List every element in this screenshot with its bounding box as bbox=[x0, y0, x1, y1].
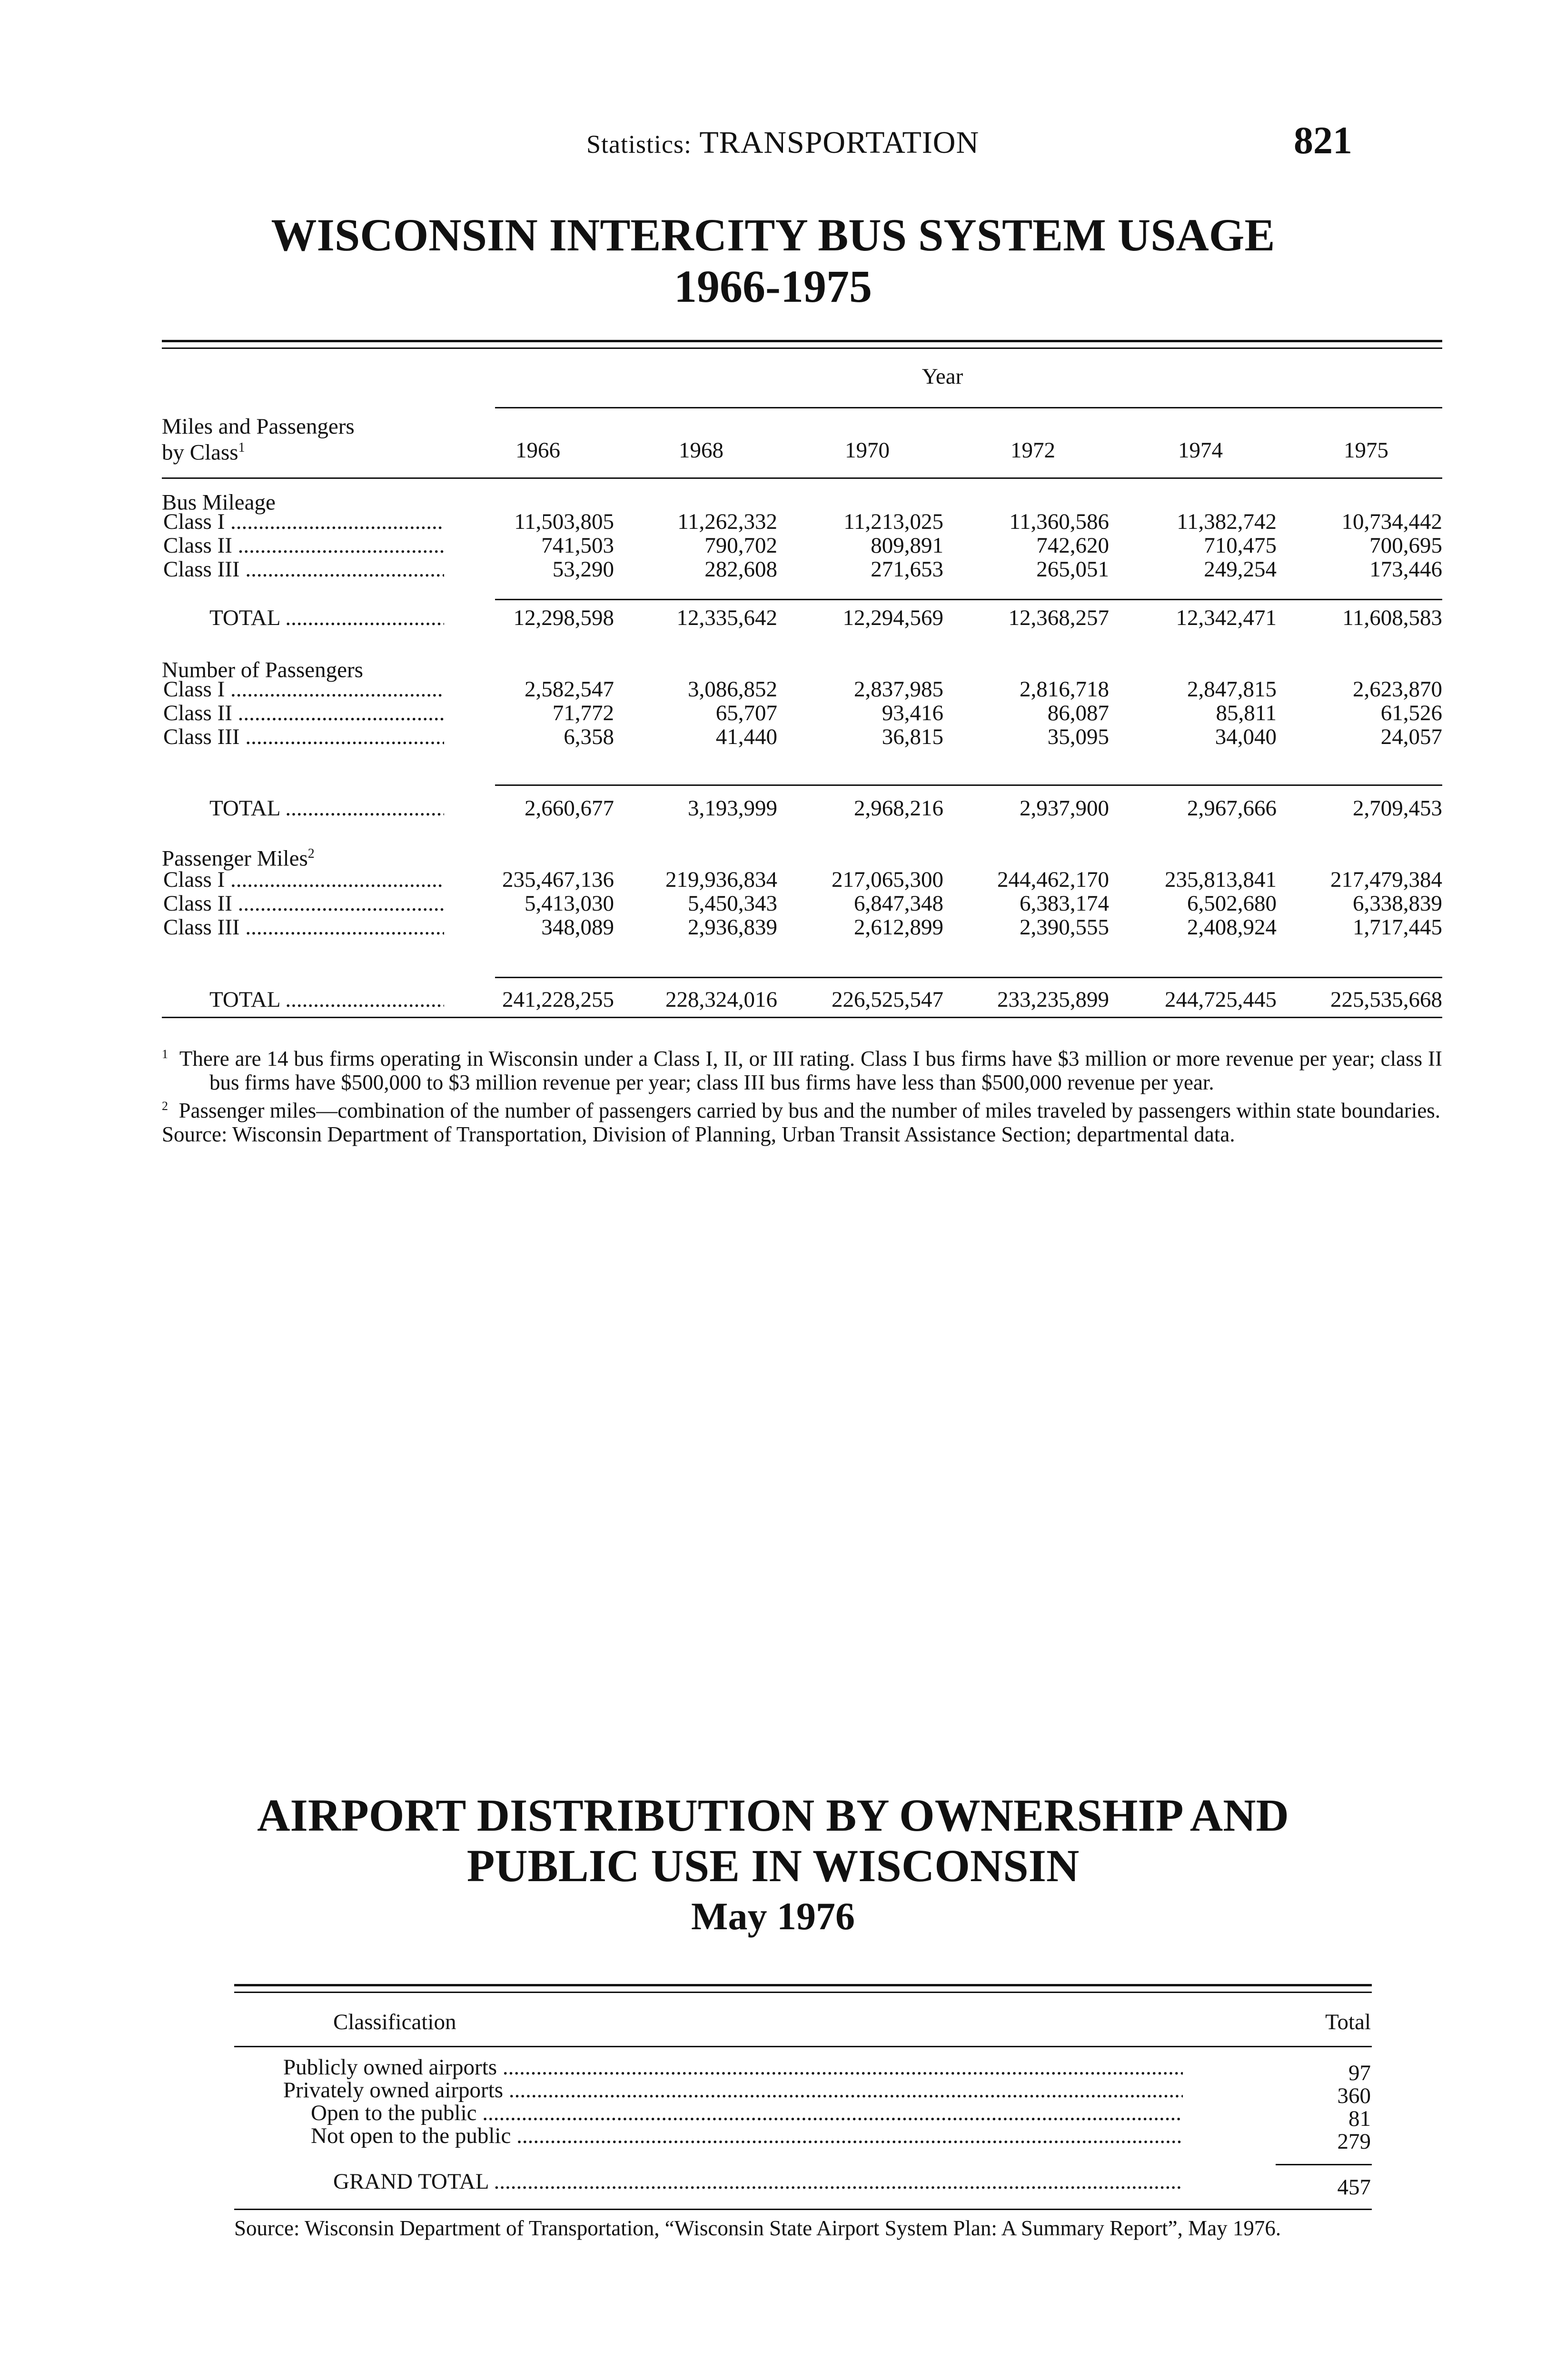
table-cell: 2,582,547 bbox=[525, 677, 614, 702]
table-cell: 2,847,815 bbox=[1187, 677, 1277, 702]
total-cell: 12,368,257 bbox=[1008, 605, 1109, 630]
total-cell: 12,294,569 bbox=[842, 605, 943, 630]
airport-row-label: Privately owned airports bbox=[283, 2078, 504, 2102]
year-header: 1975 bbox=[1344, 438, 1388, 463]
year-header: 1966 bbox=[515, 438, 560, 463]
total-cell: 226,525,547 bbox=[832, 987, 943, 1012]
table-cell: 34,040 bbox=[1215, 724, 1277, 749]
table-rule-top bbox=[162, 340, 1442, 342]
spanner-rule bbox=[495, 407, 1442, 408]
section-heading-text: Passenger Miles bbox=[162, 846, 308, 871]
table-cell: 173,446 bbox=[1369, 557, 1442, 582]
stub-header-footnote-mark: 1 bbox=[238, 440, 245, 455]
airport-source: Source: Wisconsin Department of Transportation, “Wisconsin State Airport System Plan: A Summary Report”, May 1976. bbox=[234, 2216, 1281, 2240]
airport-row-value: 81 bbox=[1348, 2106, 1371, 2131]
total-cell: 225,535,668 bbox=[1330, 987, 1442, 1012]
footnote-2 bbox=[162, 1094, 1442, 1122]
year-header: 1972 bbox=[1011, 438, 1055, 463]
total-cell: 233,235,899 bbox=[997, 987, 1109, 1012]
table-cell: 11,262,332 bbox=[677, 509, 777, 534]
section-heading bbox=[162, 842, 315, 871]
grand-total-value: 457 bbox=[1337, 2175, 1371, 2200]
table-cell: 2,390,555 bbox=[1020, 915, 1109, 940]
row-label-text: Class I bbox=[163, 509, 225, 534]
table-cell: 217,479,384 bbox=[1330, 867, 1442, 892]
table-cell: 6,847,348 bbox=[854, 891, 943, 916]
table-cell: 41,440 bbox=[715, 724, 777, 749]
table-cell: 71,772 bbox=[552, 701, 614, 725]
bus-table-subtitle: 1966-1975 bbox=[674, 261, 872, 312]
section-heading-text: Number of Passengers bbox=[162, 657, 363, 683]
airport-row-not-open bbox=[311, 2124, 1183, 2148]
total-label bbox=[209, 987, 444, 1012]
table-cell: 710,475 bbox=[1204, 533, 1277, 558]
year-header: 1974 bbox=[1178, 438, 1223, 463]
total-cell: 12,298,598 bbox=[513, 605, 614, 630]
table-cell: 10,734,442 bbox=[1341, 509, 1442, 534]
table-cell: 348,089 bbox=[541, 915, 614, 940]
airport-rule-bottom bbox=[234, 2209, 1372, 2210]
bus-footnotes bbox=[162, 1042, 1442, 1146]
table-cell: 93,416 bbox=[882, 701, 943, 725]
table-cell: 700,695 bbox=[1369, 533, 1442, 558]
table-cell: 61,526 bbox=[1380, 701, 1442, 725]
row-label bbox=[163, 867, 444, 892]
table-cell: 36,815 bbox=[882, 724, 943, 749]
row-label-text: Class II bbox=[163, 891, 232, 916]
total-cell: 2,937,900 bbox=[1020, 796, 1109, 821]
running-head-section: Statistics: bbox=[586, 130, 692, 159]
total-label-text: TOTAL bbox=[209, 605, 280, 630]
page-number: 821 bbox=[1294, 119, 1352, 162]
table-rule-bottom bbox=[162, 1017, 1442, 1018]
table-cell: 790,702 bbox=[704, 533, 777, 558]
table-cell: 2,612,899 bbox=[854, 915, 943, 940]
stub-header-line2: by Class bbox=[162, 440, 238, 465]
row-label-text: Class I bbox=[163, 677, 225, 702]
row-label-text: Class III bbox=[163, 557, 240, 582]
total-cell: 3,193,999 bbox=[688, 796, 777, 821]
table-cell: 6,502,680 bbox=[1187, 891, 1277, 916]
table-rule-top-inner bbox=[162, 347, 1442, 349]
total-cell: 2,968,216 bbox=[854, 796, 943, 821]
total-rule bbox=[495, 599, 1442, 600]
table-cell: 6,383,174 bbox=[1020, 891, 1109, 916]
total-cell: 12,342,471 bbox=[1176, 605, 1277, 630]
total-cell: 11,608,583 bbox=[1342, 605, 1442, 630]
year-header: 1968 bbox=[679, 438, 723, 463]
table-cell: 809,891 bbox=[871, 533, 943, 558]
table-cell: 2,623,870 bbox=[1353, 677, 1442, 702]
table-cell: 741,503 bbox=[541, 533, 614, 558]
total-cell: 244,725,445 bbox=[1165, 987, 1277, 1012]
col-classification: Classification bbox=[333, 2010, 456, 2034]
row-label bbox=[163, 677, 444, 702]
airport-source-block bbox=[234, 2216, 1372, 2240]
row-label bbox=[163, 509, 444, 534]
airport-row-label: Publicly owned airports bbox=[283, 2055, 497, 2079]
total-cell: 241,228,255 bbox=[502, 987, 614, 1012]
table-cell: 742,620 bbox=[1036, 533, 1109, 558]
airport-row-open-public bbox=[311, 2101, 1183, 2125]
table-cell: 2,408,924 bbox=[1187, 915, 1277, 940]
footnote-1 bbox=[162, 1042, 1442, 1094]
row-label bbox=[163, 533, 444, 558]
airport-header-rule bbox=[234, 2046, 1372, 2047]
table-cell: 11,213,025 bbox=[843, 509, 943, 534]
bus-source: Source: Wisconsin Department of Transportation, Division of Planning, Urban Transit Assistance Section; departmental data. bbox=[162, 1122, 1235, 1146]
total-cell: 2,660,677 bbox=[525, 796, 614, 821]
table-cell: 2,816,718 bbox=[1020, 677, 1109, 702]
table-cell: 11,360,586 bbox=[1009, 509, 1109, 534]
table-cell: 2,936,839 bbox=[688, 915, 777, 940]
year-header: 1970 bbox=[845, 438, 890, 463]
total-label bbox=[209, 605, 444, 630]
section-heading-footnote-mark: 2 bbox=[307, 846, 315, 861]
table-cell: 35,095 bbox=[1047, 724, 1109, 749]
grand-total-label: GRAND TOTAL bbox=[333, 2170, 488, 2193]
running-head bbox=[586, 125, 979, 161]
row-label-text: Class II bbox=[163, 533, 232, 558]
table-cell: 5,413,030 bbox=[525, 891, 614, 916]
total-cell: 228,324,016 bbox=[665, 987, 777, 1012]
running-head-title: TRANSPORTATION bbox=[699, 125, 980, 160]
table-cell: 282,608 bbox=[704, 557, 777, 582]
header-rule bbox=[162, 477, 1442, 479]
table-cell: 5,450,343 bbox=[688, 891, 777, 916]
footnote-1-mark: 1 bbox=[162, 1047, 168, 1061]
table-cell: 6,358 bbox=[564, 724, 614, 749]
row-label bbox=[163, 557, 444, 582]
table-cell: 53,290 bbox=[552, 557, 614, 582]
airport-row-value: 97 bbox=[1348, 2061, 1371, 2085]
table-cell: 217,065,300 bbox=[832, 867, 943, 892]
footnote-2-text: Passenger miles—combination of the number of passengers carried by bus and the number of miles traveled by passengers within state boundaries. bbox=[178, 1099, 1441, 1122]
airport-rule-top-inner bbox=[234, 1992, 1372, 1993]
year-spanner: Year bbox=[922, 364, 963, 389]
airport-row-value: 279 bbox=[1337, 2129, 1371, 2154]
table-cell: 1,717,445 bbox=[1353, 915, 1442, 940]
stub-header-2 bbox=[162, 436, 245, 465]
total-cell: 2,709,453 bbox=[1353, 796, 1442, 821]
table-cell: 11,382,742 bbox=[1177, 509, 1277, 534]
row-label-text: Class III bbox=[163, 724, 240, 749]
table-cell: 24,057 bbox=[1380, 724, 1442, 749]
airport-table-title: AIRPORT DISTRIBUTION BY OWNERSHIP AND bbox=[257, 1790, 1289, 1841]
table-cell: 3,086,852 bbox=[688, 677, 777, 702]
table-cell: 2,837,985 bbox=[854, 677, 943, 702]
row-label-text: Class I bbox=[163, 867, 225, 892]
table-cell: 65,707 bbox=[715, 701, 777, 725]
row-label bbox=[163, 724, 444, 749]
table-cell: 244,462,170 bbox=[997, 867, 1109, 892]
table-cell: 6,338,839 bbox=[1353, 891, 1442, 916]
airport-table-date: May 1976 bbox=[691, 1894, 855, 1938]
total-label bbox=[209, 796, 444, 821]
airport-grand-total bbox=[333, 2170, 1183, 2193]
col-total: Total bbox=[1325, 2010, 1371, 2034]
total-rule bbox=[495, 977, 1442, 978]
total-rule bbox=[495, 784, 1442, 786]
table-cell: 11,503,805 bbox=[514, 509, 614, 534]
airport-row-value: 360 bbox=[1337, 2083, 1371, 2108]
airport-row-label: Not open to the public bbox=[311, 2124, 511, 2148]
bus-table-title: WISCONSIN INTERCITY BUS SYSTEM USAGE bbox=[271, 209, 1275, 260]
airport-row-privately-owned bbox=[283, 2078, 1183, 2102]
table-cell: 85,811 bbox=[1216, 701, 1277, 725]
row-label-text: Class II bbox=[163, 701, 232, 725]
table-cell: 235,467,136 bbox=[502, 867, 614, 892]
footnote-2-mark: 2 bbox=[162, 1099, 168, 1113]
table-cell: 86,087 bbox=[1047, 701, 1109, 725]
total-label-text: TOTAL bbox=[209, 796, 280, 821]
table-cell: 265,051 bbox=[1036, 557, 1109, 582]
airport-row-label: Open to the public bbox=[311, 2101, 477, 2125]
table-cell: 219,936,834 bbox=[665, 867, 777, 892]
section-heading-text: Bus Mileage bbox=[162, 490, 276, 515]
row-label-text: Class III bbox=[163, 915, 240, 940]
total-label-text: TOTAL bbox=[209, 987, 280, 1012]
stub-header-line1: Miles and Passengers bbox=[162, 414, 355, 439]
grand-total-rule bbox=[1276, 2164, 1372, 2165]
table-cell: 271,653 bbox=[871, 557, 943, 582]
row-label bbox=[163, 915, 444, 940]
total-cell: 2,967,666 bbox=[1187, 796, 1277, 821]
table-cell: 249,254 bbox=[1204, 557, 1277, 582]
airport-rule-top bbox=[234, 1984, 1372, 1986]
airport-row-publicly-owned bbox=[283, 2055, 1183, 2079]
row-label bbox=[163, 891, 444, 916]
table-cell: 235,813,841 bbox=[1165, 867, 1277, 892]
footnote-1-text: There are 14 bus firms operating in Wisconsin under a Class I, II, or III rating. Class I bus firms have $3 million or more revenue per year; class II bus firms have $500,000 to $3 million revenue per year; class III bus firms have less than $500,000 revenue per year. bbox=[179, 1047, 1443, 1094]
airport-table-title-2: PUBLIC USE IN WISCONSIN bbox=[466, 1840, 1080, 1891]
total-cell: 12,335,642 bbox=[676, 605, 777, 630]
row-label bbox=[163, 701, 444, 725]
